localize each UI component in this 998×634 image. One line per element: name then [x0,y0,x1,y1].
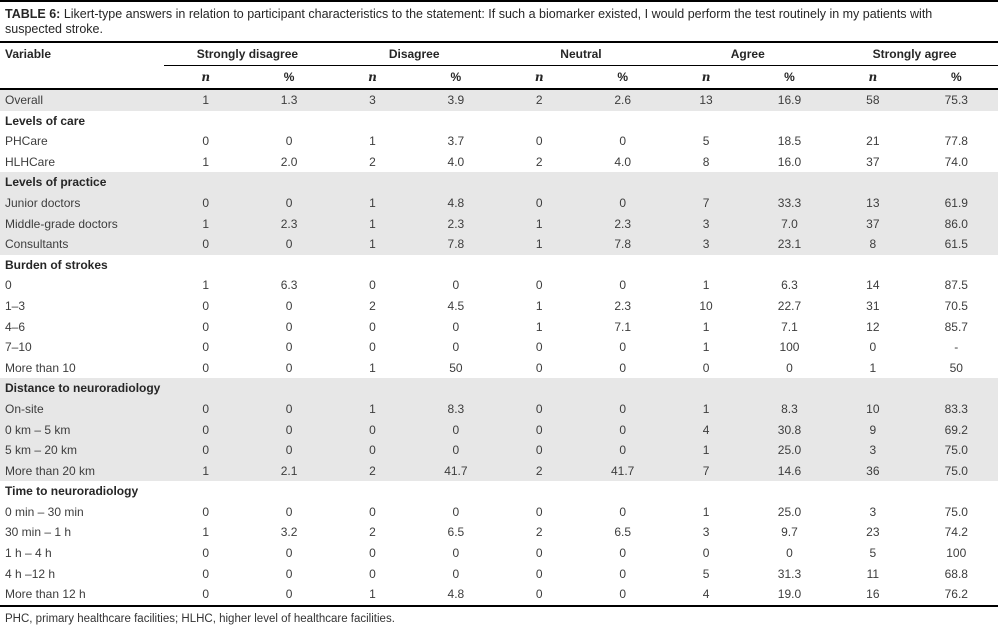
cell-value: 70.5 [944,298,968,313]
section-row [0,172,998,193]
group-header-2: Neutral [498,42,665,65]
cell-value: 0 [535,360,543,375]
cell-value: 41.7 [610,463,635,478]
cell-value: 1 [702,278,710,293]
cell-value: 87.5 [944,278,968,293]
cell-value: 6.5 [447,525,465,540]
cell-value: 33.3 [777,195,802,210]
table-title-label: TABLE 6: [5,7,61,21]
cell-value: 3 [702,525,710,540]
cell-value: 50 [449,360,463,375]
cell-value: 1 [535,237,543,252]
cell-value: 74.0 [944,154,968,169]
cell-value: 1 [702,401,710,416]
cell-value: 1 [535,319,543,334]
cell-value: 0 [285,298,293,313]
cell-value: 0 [619,340,626,355]
cell-value: 4.8 [447,195,465,210]
cell-value: 18.5 [777,134,802,149]
cell-value: 0 [452,278,460,293]
cell-value: 3 [702,216,710,231]
cell-value: 58 [866,93,880,107]
cell-value: 61.9 [944,195,968,210]
cell-value: 0 [285,134,293,149]
cell-value: 75.0 [944,463,968,478]
n-subheader-0: n [164,65,247,89]
cell-value: 0 [619,134,626,149]
cell-value: 61.5 [944,237,968,252]
cell-value: 0 [619,546,626,561]
cell-value: 1 [202,216,210,231]
section-label: Time to neuroradiology [5,484,139,499]
cell-value: 7.1 [781,319,798,334]
row-label: 4 h –12 h [5,566,56,581]
cell-value: 1 [702,340,710,355]
cell-value: 0 [535,195,543,210]
cell-value: 4 [702,422,710,437]
cell-value: 0 [285,360,293,375]
pct-subheader-1: % [414,65,497,89]
cell-value: 31.3 [777,566,802,581]
cell-value: 19.0 [777,587,802,602]
row-label: 0 min – 30 min [5,504,84,519]
row-label: 5 km – 20 km [5,443,78,458]
table-row [0,193,998,214]
cell-value: 0 [285,195,293,210]
cell-value: 2.3 [614,216,631,231]
cell-value: 12 [866,319,880,334]
cell-value: 0 [202,360,210,375]
cell-value: 0 [369,566,376,581]
cell-value: 75.0 [944,504,968,519]
cell-value: 37 [866,216,880,231]
section-row [0,111,998,132]
cell-value: 1 [202,278,210,293]
table-row [0,214,998,235]
cell-value: 2 [535,463,543,478]
row-label: More than 12 h [5,587,86,602]
table-row [0,152,998,173]
cell-value: 11 [866,566,880,581]
cell-value: 0 [619,443,626,458]
cell-value: 41.7 [444,463,468,478]
cell-value: 2.3 [614,298,631,313]
pct-subheader-3: % [748,65,831,89]
cell-value: 8 [869,237,877,252]
cell-value: 0 [786,546,793,561]
cell-value: 9 [869,422,877,437]
cell-value: 31 [866,298,880,313]
cell-value: 7.1 [614,319,631,334]
cell-value: 7.0 [781,216,798,231]
cell-value: 0 [202,566,210,581]
cell-value: 5 [869,546,877,561]
n-subheader-2: n [498,65,581,89]
cell-value: 0 [452,340,460,355]
cell-value: 1 [369,360,376,375]
cell-value: 0 [452,504,460,519]
cell-value: 8.3 [447,401,465,416]
cell-value: 2 [369,298,376,313]
cell-value: 8 [702,154,710,169]
cell-value: 0 [369,278,376,293]
cell-value: 0 [202,134,210,149]
cell-value: 25.0 [777,443,802,458]
cell-value: 1 [535,298,543,313]
cell-value: 2 [369,154,376,169]
cell-value: 3 [869,443,877,458]
cell-value: 2.6 [614,93,631,107]
cell-value: 2 [369,525,376,540]
cell-value: 0 [535,422,543,437]
cell-value: 3 [369,93,376,107]
cell-value: 14 [866,278,880,293]
cell-value: 86.0 [944,216,968,231]
pct-subheader-0: % [247,65,330,89]
section-label: Levels of care [5,113,86,128]
cell-value: 2.3 [447,216,465,231]
cell-value: 0 [369,546,376,561]
n-subheader-4: n [831,65,914,89]
table-row [0,420,998,441]
cell-value: 77.8 [944,134,968,149]
cell-value: 0 [619,587,626,602]
cell-value: 30.8 [777,422,802,437]
table-row [0,461,998,482]
variable-column-header: Variable [0,42,164,89]
table-row [0,502,998,523]
cell-value: 5 [702,566,710,581]
cell-value: 0 [285,504,293,519]
cell-value: 0 [535,443,543,458]
cell-value: 83.3 [944,401,968,416]
cell-value: 0 [285,319,293,334]
cell-value: 25.0 [777,504,802,519]
cell-value: 1 [369,195,376,210]
group-header-3: Agree [664,42,831,65]
table-row [0,584,998,606]
cell-value: 9.7 [781,525,798,540]
table-title-text: Likert-type answers in relation to participant characteristics to the statement: If such a biomarker existed, I would perform the test routinely in my patients with suspected stroke. [5,7,933,36]
cell-value: 85.7 [944,319,968,334]
cell-value: 0 [702,546,710,561]
cell-value: 4 [702,587,710,602]
cell-value: 1 [702,443,710,458]
cell-value: 0 [452,422,460,437]
cell-value: 7.8 [614,237,631,252]
cell-value: 10 [699,298,713,313]
cell-value: 1 [202,93,210,107]
cell-value: 0 [535,504,543,519]
row-label: 30 min – 1 h [5,525,72,540]
table-row [0,131,998,152]
cell-value: 1 [202,525,210,540]
cell-value: 3 [869,504,877,519]
cell-value: 0 [202,443,210,458]
row-label: 7–10 [5,340,32,355]
cell-value: 0 [619,566,626,581]
cell-value: 16 [866,587,880,602]
cell-value: 0 [535,566,543,581]
table-header [0,42,998,89]
row-label: More than 10 [5,360,76,375]
row-label: More than 20 km [5,463,96,478]
cell-value: 0 [535,278,543,293]
cell-value: 0 [535,401,543,416]
cell-value: 0 [202,237,210,252]
group-header-row [0,42,998,65]
cell-value: 3.9 [447,93,465,107]
cell-value: 8.3 [781,401,798,416]
cell-value: 0 [619,401,626,416]
cell-value: 0 [285,587,293,602]
cell-value: 0 [369,422,376,437]
cell-value: 0 [535,134,543,149]
cell-value: 1 [702,319,710,334]
cell-value: 7 [702,195,710,210]
row-label: Junior doctors [5,195,81,210]
cell-value: 0 [619,278,626,293]
cell-value: 1 [369,237,376,252]
section-label: Levels of practice [5,175,107,190]
cell-value: 2 [369,463,376,478]
cell-value: 2 [535,154,543,169]
cell-value: 0 [202,340,210,355]
cell-value: 0 [285,546,293,561]
group-header-1: Disagree [331,42,498,65]
cell-value: 0 [619,504,626,519]
cell-value: 37 [866,154,880,169]
cell-value: 0 [535,587,543,602]
cell-value: 5 [702,134,710,149]
row-label: Consultants [5,237,69,252]
cell-value: 2.3 [280,216,298,231]
cell-value: 1 [369,134,376,149]
table-row [0,296,998,317]
cell-value: 0 [535,546,543,561]
section-row [0,378,998,399]
cell-value: 0 [619,195,626,210]
row-label: HLHCare [5,154,56,169]
table-row [0,89,998,111]
cell-value: 0 [202,504,210,519]
cell-value: 10 [866,401,880,416]
table-row [0,234,998,255]
cell-value: 0 [202,546,210,561]
row-label: Middle-grade doctors [5,216,118,231]
table-row [0,358,998,379]
cell-value: 0 [452,443,460,458]
cell-value: 6.3 [781,278,798,293]
cell-value: 50 [949,360,963,375]
cell-value: 0 [786,360,793,375]
cell-value: 4.5 [447,298,465,313]
table-row [0,522,998,543]
cell-value: 75.3 [944,93,968,107]
row-label: 1–3 [5,298,26,313]
cell-value: 0 [619,360,626,375]
n-subheader-3: n [664,65,747,89]
cell-value: 0 [202,401,210,416]
cell-value: 23.1 [777,237,802,252]
cell-value: 36 [866,463,880,478]
cell-value: 23 [866,525,880,540]
section-row [0,481,998,502]
cell-value: 3.7 [447,134,465,149]
cell-value: 6.3 [280,278,298,293]
cell-value: - [954,340,959,355]
pct-subheader-2: % [581,65,664,89]
cell-value: 0 [202,422,210,437]
section-label: Burden of strokes [5,257,108,272]
cell-value: 0 [619,422,626,437]
cell-value: 1 [369,216,376,231]
cell-value: 1 [869,360,877,375]
table-row [0,543,998,564]
cell-value: 0 [369,340,376,355]
cell-value: 1 [535,216,543,231]
table-body [0,89,998,606]
cell-value: 0 [202,195,210,210]
cell-value: 75.0 [944,443,968,458]
row-label: On-site [5,401,44,416]
cell-value: 0 [285,422,293,437]
row-label: 0 km – 5 km [5,422,71,437]
section-row [0,255,998,276]
cell-value: 0 [452,546,460,561]
cell-value: 100 [946,546,967,561]
cell-value: 2 [535,525,543,540]
cell-value: 13 [699,93,713,107]
cell-value: 1 [369,401,376,416]
cell-value: 1 [202,463,210,478]
cell-value: 0 [202,319,210,334]
cell-value: 1.3 [280,93,298,107]
cell-value: 0 [202,587,210,602]
cell-value: 4.8 [447,587,465,602]
cell-value: 0 [535,340,543,355]
cell-value: 0 [702,360,710,375]
cell-value: 0 [285,401,293,416]
cell-value: 16.0 [777,154,802,169]
group-header-0: Strongly disagree [164,42,331,65]
table-footnote: PHC, primary healthcare facilities; HLHC, higher level of healthcare facilities. [5,612,395,625]
cell-value: 22.7 [777,298,802,313]
cell-value: 14.6 [777,463,802,478]
section-label: Distance to neuroradiology [5,381,161,396]
table-row [0,564,998,585]
cell-value: 4.0 [614,154,631,169]
n-subheader-1: n [331,65,414,89]
table-row [0,399,998,420]
cell-value: 0 [369,443,376,458]
cell-value: 76.2 [944,587,968,602]
cell-value: 13 [866,195,880,210]
cell-value: 100 [779,340,800,355]
cell-value: 7.8 [447,237,465,252]
cell-value: 0 [285,340,293,355]
cell-value: 0 [285,237,293,252]
cell-value: 1 [702,504,710,519]
cell-value: 6.5 [614,525,631,540]
cell-value: 0 [869,340,877,355]
cell-value: 3 [702,237,710,252]
cell-value: 1 [369,587,376,602]
table-row [0,275,998,296]
cell-value: 2 [535,93,543,107]
cell-value: 16.9 [777,93,802,107]
row-label: 4–6 [5,319,26,334]
cell-value: 0 [369,319,376,334]
cell-value: 21 [866,134,880,149]
table-title [0,2,998,41]
row-label: PHCare [5,134,48,149]
row-label: 1 h – 4 h [5,546,52,561]
pct-subheader-4: % [915,65,998,89]
cell-value: 0 [452,319,460,334]
group-header-4: Strongly agree [831,42,998,65]
row-label: Overall [5,93,44,107]
likert-table [0,41,998,607]
cell-value: 0 [369,504,376,519]
cell-value: 0 [452,566,460,581]
cell-value: 74.2 [944,525,968,540]
cell-value: 4.0 [447,154,465,169]
cell-value: 2.0 [280,154,298,169]
cell-value: 68.8 [944,566,968,581]
table-row [0,317,998,338]
table-row [0,440,998,461]
row-label: 0 [5,278,12,293]
cell-value: 3.2 [280,525,298,540]
cell-value: 69.2 [944,422,968,437]
cell-value: 0 [285,443,293,458]
table-row [0,337,998,358]
cell-value: 1 [202,154,210,169]
cell-value: 0 [202,298,210,313]
cell-value: 7 [702,463,710,478]
cell-value: 0 [285,566,293,581]
cell-value: 2.1 [280,463,298,478]
